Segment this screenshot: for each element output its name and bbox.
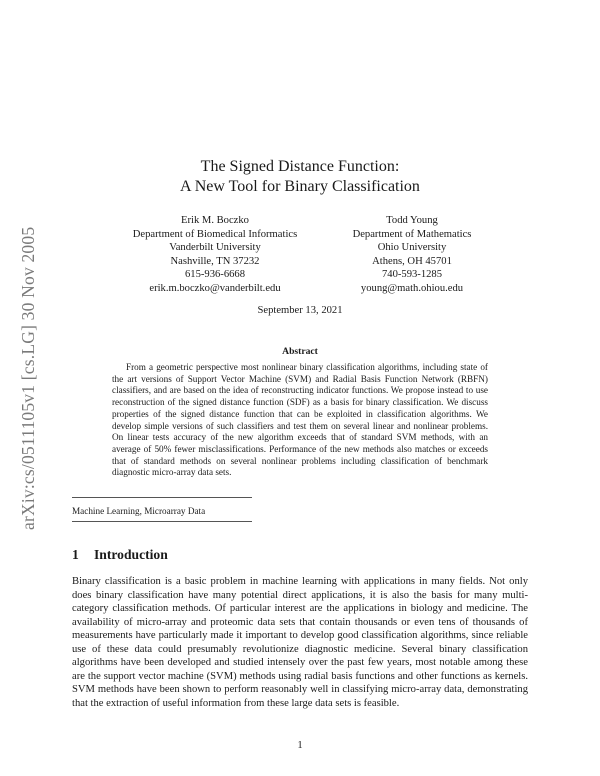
author-institution: Ohio University xyxy=(377,242,447,254)
author-department: Department of Biomedical Informatics xyxy=(132,228,298,240)
author-institution: Vanderbilt University xyxy=(169,242,261,254)
paper-date: September 13, 2021 xyxy=(257,305,343,316)
author-block-2 xyxy=(334,214,490,296)
author-email: erik.m.boczko@vanderbilt.edu xyxy=(149,282,281,294)
title-line-1: The Signed Distance Function: xyxy=(200,158,400,175)
page-number: 1 xyxy=(297,740,303,751)
author-name: Todd Young xyxy=(386,215,438,226)
introduction-paragraph: Binary classification is a basic problem in machine learning with applications in many fields. Not only does binary classification have many potential direct applications, it is also the basis for many multi-category classification methods. Of particular interest are the applications in biology and medicine. The availability of micro-array and proteomic data sets that contain thousands or even tens of thousands of measurements have particularly made it important to develop good classification algorithms, since reliable use of these data could presumably revolutionize diagnostic medicine. Several binary classification algorithms have been developed and studied intensely over the past few years, most notable among these are the support vector machine (SVM) methods using radial basis functions and other functions as kernels. SVM methods have been shown to perform reasonably well in classifying micro-array data, demonstrating that the extraction of useful information from these large data sets is feasible. xyxy=(72,576,528,709)
author-phone: 615-936-6668 xyxy=(184,269,246,281)
keywords-bottom-rule xyxy=(72,521,252,522)
section-title: Introduction xyxy=(94,547,168,562)
author-email: young@math.ohiou.edu xyxy=(360,282,464,294)
author-name: Erik M. Boczko xyxy=(181,215,249,226)
arxiv-identifier: arXiv:cs/0511105v1 [cs.LG] 30 Nov 2005 xyxy=(18,226,38,530)
author-location: Athens, OH 45701 xyxy=(372,255,452,267)
keywords: Machine Learning, Microarray Data xyxy=(72,506,206,516)
author-block-1 xyxy=(112,214,318,296)
title-line-2: A New Tool for Binary Classification xyxy=(180,178,420,195)
author-department: Department of Mathematics xyxy=(352,228,472,240)
author-phone: 740-593-1285 xyxy=(381,269,443,281)
keywords-top-rule xyxy=(72,497,252,498)
abstract-heading: Abstract xyxy=(282,346,318,357)
abstract-text: From a geometric perspective most nonlinear binary classification algorithms, including state of the art versions of Support Vector Machine (SVM) and Radial Basis Function Network (RBFN) classifiers, and are based on the idea of reconstructing indicator functions. We propose instead to use reconstruction of the signed distance function (SDF) as a basis for binary classification. We discuss properties of the signed distance function that can be exploited in classification algorithms. We develop simple versions of such classifiers and test them on several linear and nonlinear problems. On linear tests accuracy of the new algorithm exceeds that of standard SVM methods, with an average of 50% fewer misclassifications. Performance of the new methods also matches or exceeds that of standard methods on several nonlinear problems including classification of benchmark diagnostic micro-array data sets. xyxy=(112,362,488,478)
author-location: Nashville, TN 37232 xyxy=(170,255,260,267)
section-number: 1 xyxy=(72,547,79,562)
section-heading xyxy=(72,547,168,563)
paper-title xyxy=(0,157,600,197)
